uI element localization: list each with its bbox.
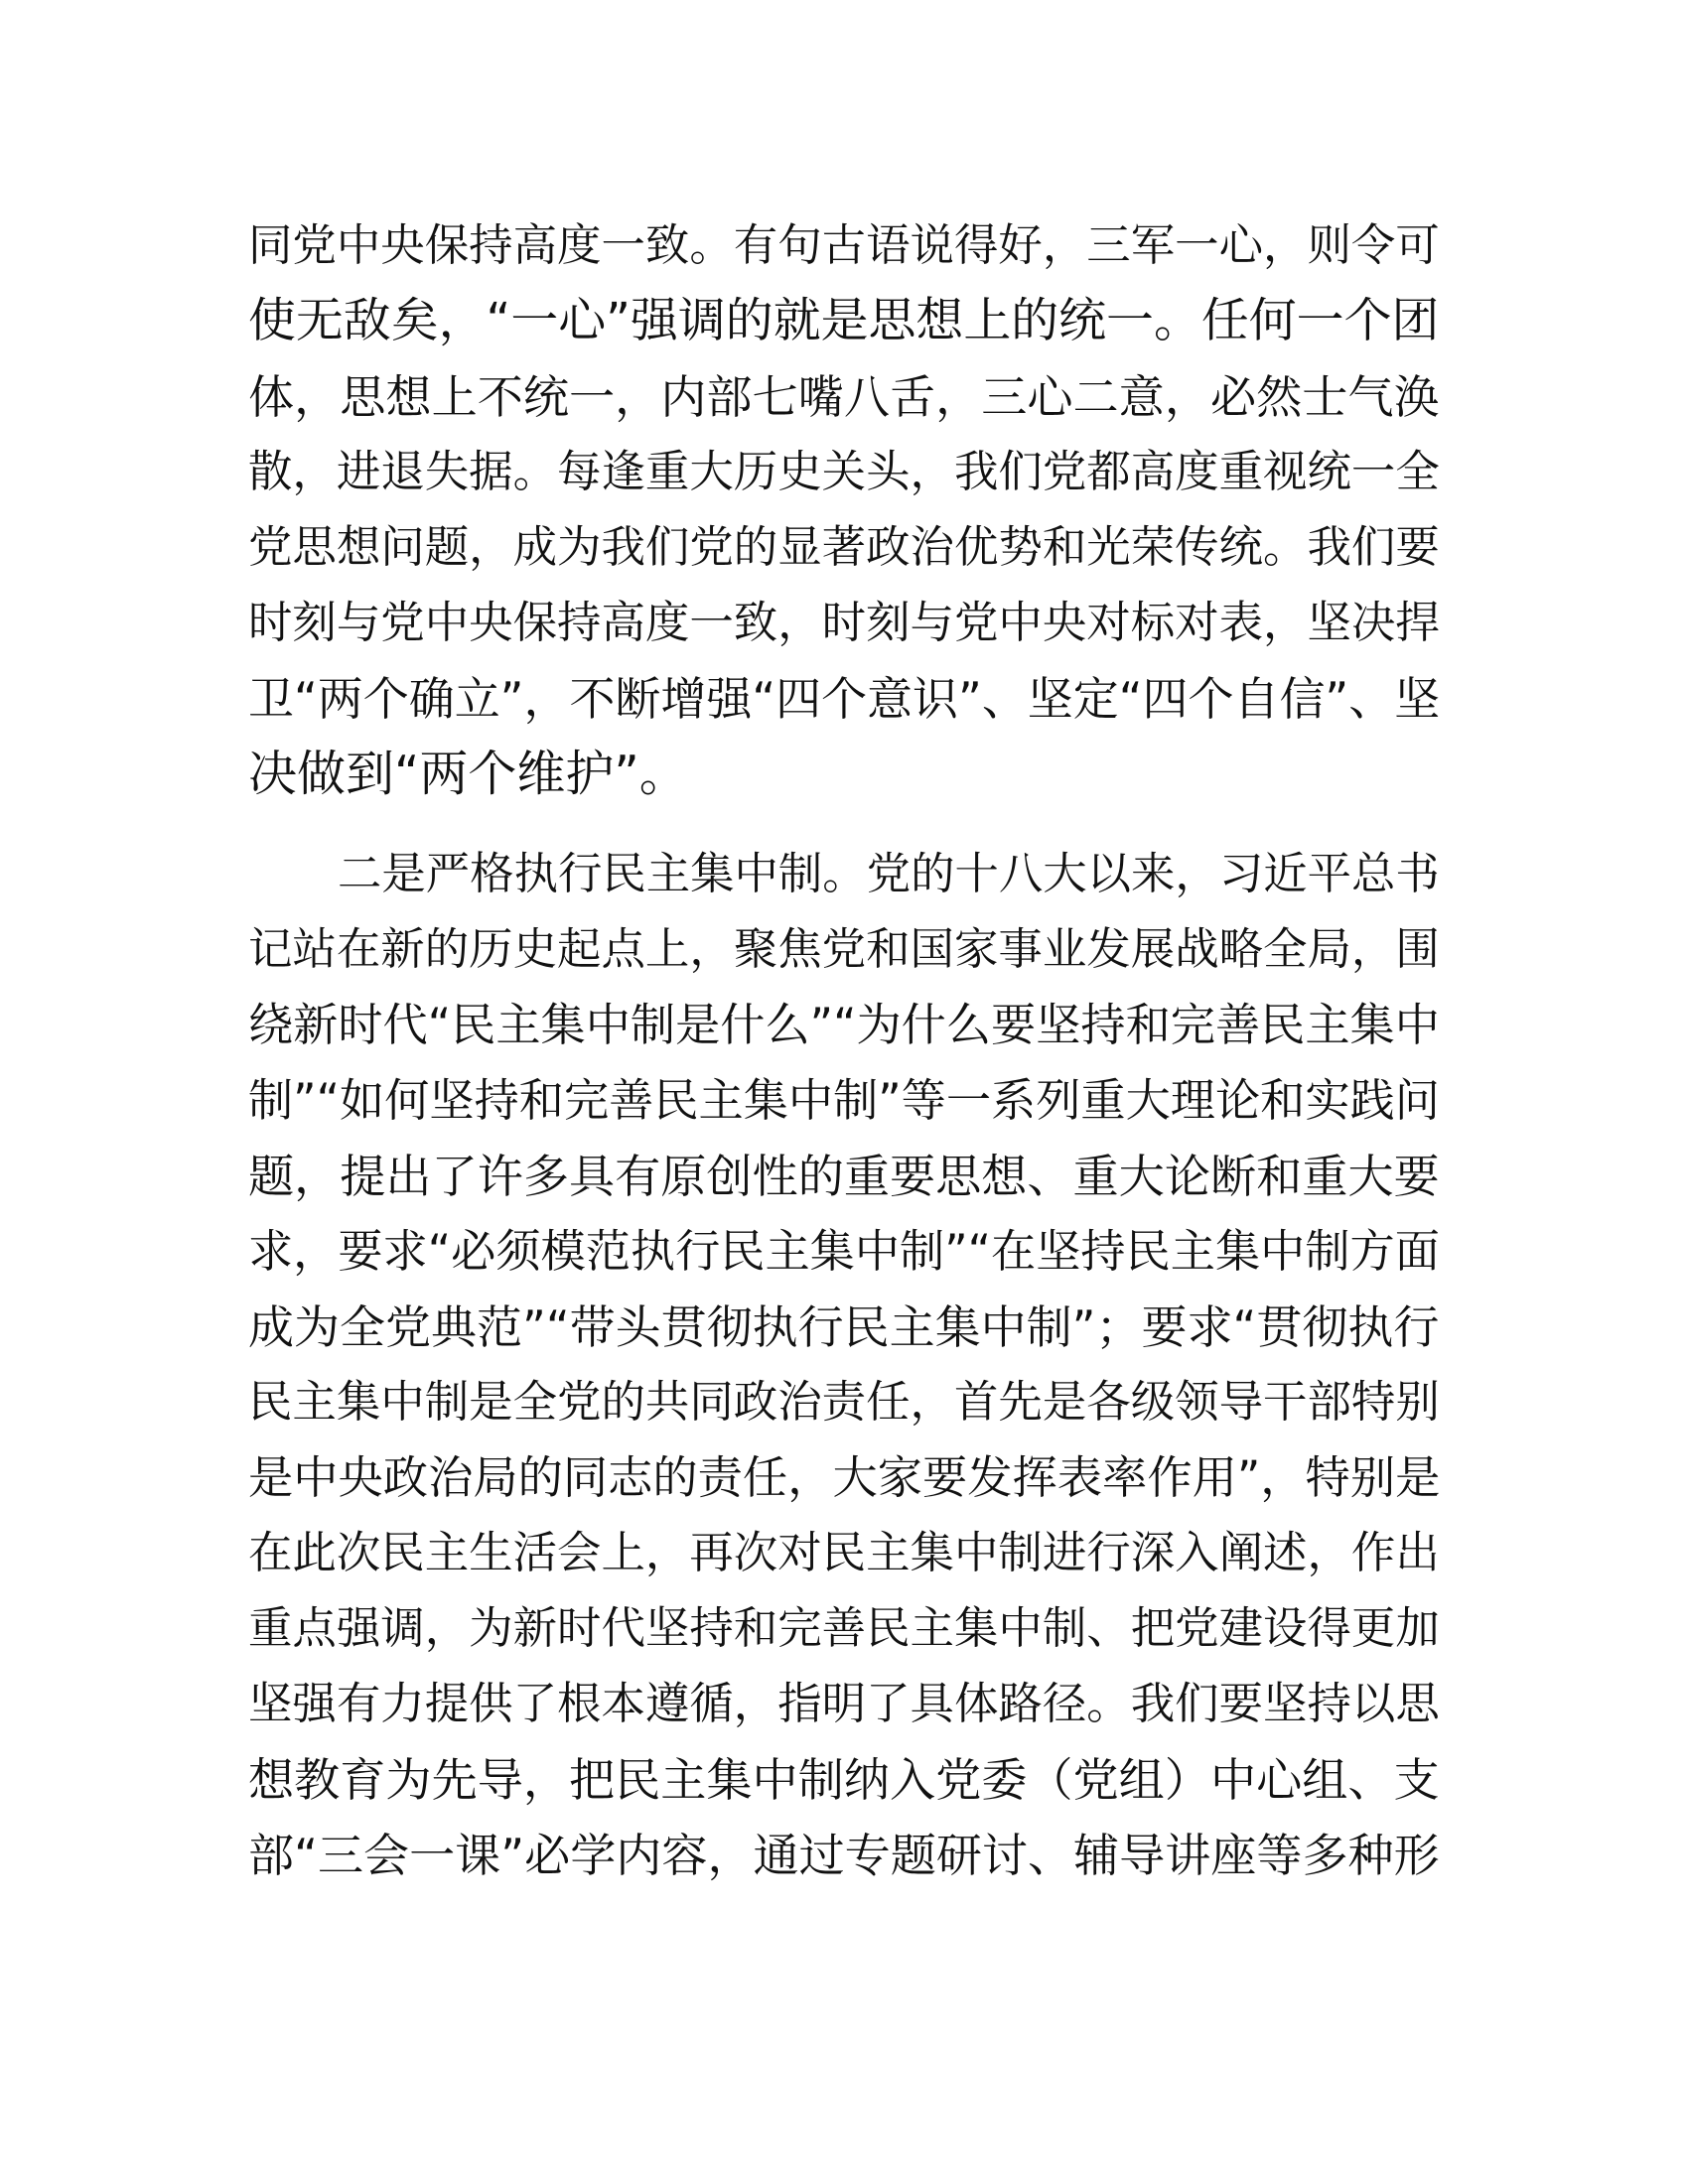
paragraph-1-line-2: 使无敌矣，“一心”强调的就是思想上的统一。任何一个团: [248, 294, 1440, 348]
paragraph-2-line-4: 制”“如何坚持和完善民主集中制”等一系列重大理论和实践问: [248, 1074, 1440, 1127]
paragraph-2-line-2: 记站在新的历史起点上，聚焦党和国家事业发展战略全局，围: [248, 924, 1440, 975]
paragraph-1-line-4: 散，进退失据。每逢重大历史关头，我们党都高度重视统一全: [248, 447, 1440, 497]
paragraph-2-line-8: 民主集中制是全党的共同政治责任，首先是各级领导干部特别: [248, 1377, 1440, 1428]
paragraph-2-line-6: 求，要求“必须模范执行民主集中制”“在坚持民主集中制方面: [248, 1225, 1440, 1278]
paragraph-2-line-14: 部“三会一课”必学内容，通过专题研讨、辅导讲座等多种形: [248, 1829, 1440, 1882]
paragraph-1-line-7: 卫“两个确立”，不断增强“四个意识”、坚定“四个自信”、坚: [248, 672, 1441, 726]
paragraph-2-line-12: 坚强有力提供了根本遵循，指明了具体路径。我们要坚持以思: [248, 1679, 1440, 1729]
paragraph-2-line-10: 在此次民主生活会上，再次对民主集中制进行深入阐述，作出: [248, 1528, 1440, 1578]
paragraph-2-line-13: 想教育为先导，把民主集中制纳入党委（党组）中心组、支: [248, 1753, 1440, 1807]
paragraph-1-line-3: 体，思想上不统一，内部七嘴八舌，三心二意，必然士气涣: [248, 370, 1440, 424]
paragraph-1-line-6: 时刻与党中央保持高度一致，时刻与党中央对标对表，坚决捍: [248, 598, 1440, 648]
paragraph-2-line-11: 重点强调，为新时代坚持和完善民主集中制、把党建设得更加: [248, 1603, 1440, 1654]
paragraph-2-line-5: 题，提出了许多具有原创性的重要思想、重大论断和重大要: [248, 1150, 1440, 1203]
paragraph-2-line-7: 成为全党典范”“带头贯彻执行民主集中制”；要求“贯彻执行: [248, 1300, 1440, 1354]
paragraph-2-line-3: 绕新时代“民主集中制是什么”“为什么要坚持和完善民主集中: [248, 999, 1440, 1051]
paragraph-1-line-1: 同党中央保持高度一致。有句古语说得好，三军一心，则令可: [248, 220, 1440, 271]
paragraph-2-line-9: 是中央政治局的同志的责任，大家要发挥表率作用”，特别是: [248, 1451, 1441, 1504]
paragraph-1-line-8: 决做到“两个维护”。: [248, 746, 688, 802]
paragraph-2-line-1: 二是严格执行民主集中制。党的十八大以来，习近平总书: [338, 849, 1440, 899]
paragraph-1-line-5: 党思想问题，成为我们党的显著政治优势和光荣传统。我们要: [248, 522, 1440, 573]
